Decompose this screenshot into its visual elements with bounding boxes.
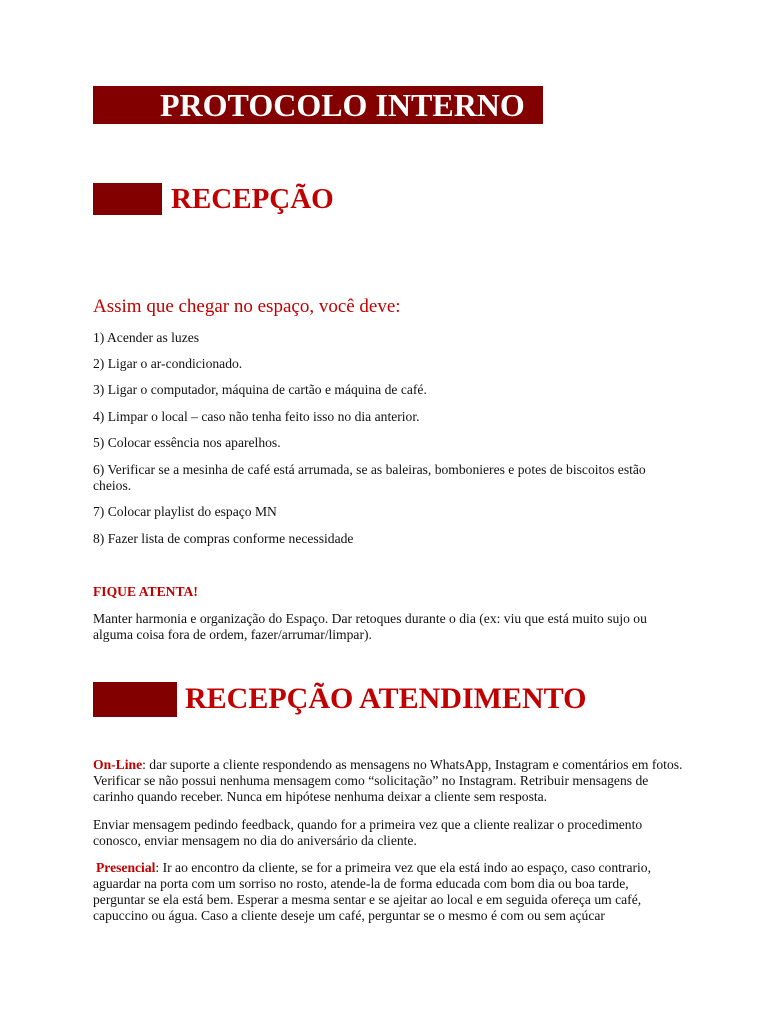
section-subtitle: Assim que chegar no espaço, você deve: — [93, 296, 401, 317]
online-text: : dar suporte a cliente respondendo as mensagens no WhatsApp, Instagram e comentários em fotos. Verificar se não possui nenhuma mensagem como “solicitação” no Instagram. Retribuir mensagens de carinho quando receber. Nunca em hipótese nenhuma deixar a cliente sem resposta. — [93, 757, 683, 804]
alert-heading: FIQUE ATENTA! — [93, 584, 198, 599]
list-item: 1) Acender as luzes — [93, 330, 200, 345]
alert-paragraph: Manter harmonia e organização do Espaço. Dar retoques durante o dia (ex: viu que está muito sujo ou alguma coisa fora de ordem, fazer/arrumar/limpar). — [93, 611, 647, 642]
section-title-atendimento: RECEPÇÃO ATENDIMENTO — [185, 682, 587, 715]
list-item: 8) Fazer lista de compras conforme necessidade — [93, 531, 354, 546]
feedback-paragraph: Enviar mensagem pedindo feedback, quando for a primeira vez que a cliente realizar o procedimento conosco, enviar mensagem no dia do aniversário da cliente. — [93, 817, 643, 848]
online-paragraph — [93, 757, 683, 805]
list-item: 6) Verificar se a mesinha de café está arrumada, se as baleiras, bombonieres e potes de biscoitos estão cheios. — [93, 462, 646, 493]
list-item: 5) Colocar essência nos aparelhos. — [93, 435, 281, 450]
list-item: 4) Limpar o local – caso não tenha feito isso no dia anterior. — [93, 409, 420, 424]
list-item: 7) Colocar playlist do espaço MN — [93, 504, 277, 519]
online-label: On-Line — [93, 757, 143, 772]
document-title: PROTOCOLO INTERNO — [93, 86, 543, 124]
presencial-paragraph — [93, 860, 683, 924]
presencial-label: Presencial — [96, 860, 156, 875]
list-item: 3) Ligar o computador, máquina de cartão e máquina de café. — [93, 382, 427, 397]
presencial-text: : Ir ao encontro da cliente, se for a primeira vez que ela está indo ao espaço, caso contrario, aguardar na porta com um sorriso no rosto, atende-la de forma educada com bom dia ou boa tarde, perguntar se ela está bem. Esperar a mesma sentar e se ajeitar ao local e em seguida ofereça um café, capuccino ou água. Caso a cliente deseje um café, perguntar se o mesmo é com ou sem açúcar — [93, 860, 651, 923]
list-item: 2) Ligar o ar-condicionado. — [93, 356, 243, 371]
section-marker-block — [93, 183, 162, 215]
section-marker-block — [93, 682, 177, 717]
section-title-recepcao: RECEPÇÃO — [171, 183, 334, 215]
